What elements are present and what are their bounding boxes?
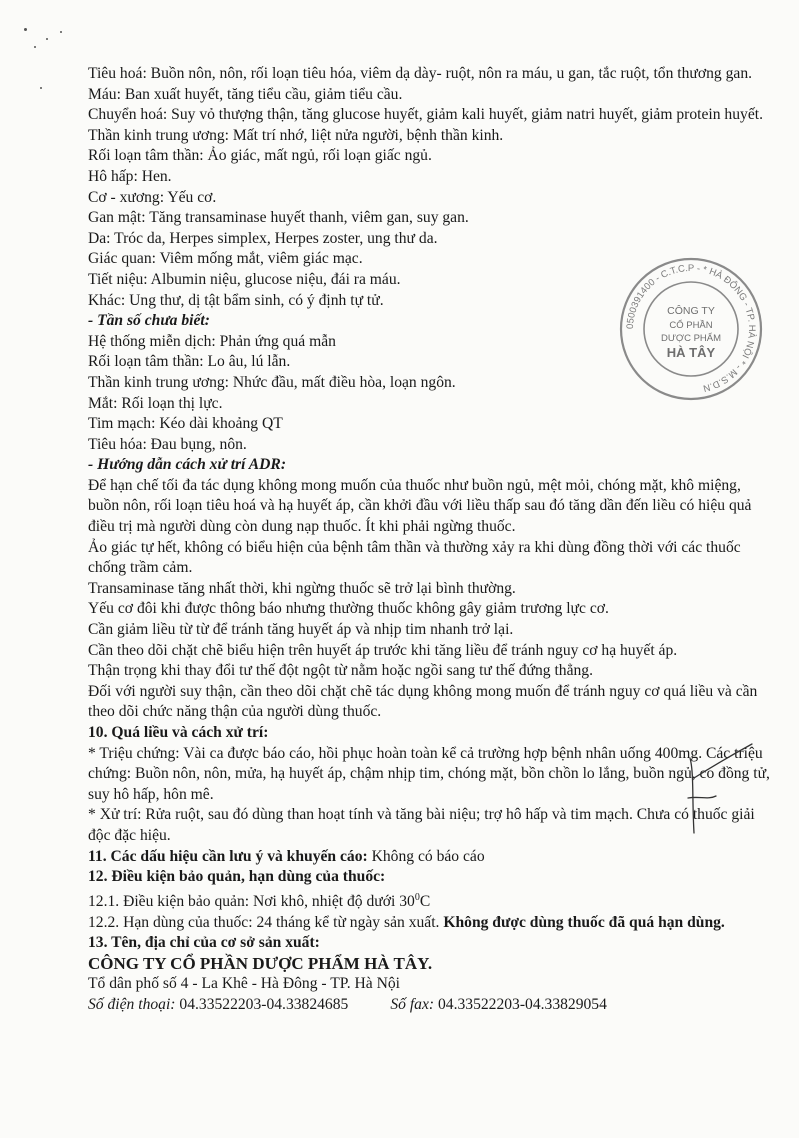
company-name: CÔNG TY CỔ PHẦN DƯỢC PHẨM HÀ TÂY. bbox=[88, 953, 433, 973]
phone-number: 04.33522203-04.33824685 bbox=[175, 995, 349, 1013]
stamp-line-1: CÔNG TY bbox=[667, 305, 715, 317]
stamp-line-4: HÀ TÂY bbox=[666, 345, 716, 360]
paragraph: Cơ - xương: Yếu cơ. bbox=[88, 188, 217, 206]
scan-speck bbox=[34, 46, 36, 48]
paragraph: Thần kinh trung ương: Nhức đầu, mất điều hòa, loạn ngôn. bbox=[88, 373, 456, 391]
paragraph: Rối loạn tâm thần: Lo âu, lú lẫn. bbox=[88, 353, 291, 371]
paragraph: Chuyển hoá: Suy vỏ thượng thận, tăng glucose huyết, giảm kali huyết, giảm natri huyết, giảm protein huyết. bbox=[88, 106, 763, 124]
stamp-ring-text: 0500391400 - C.T.C.P - * HÀ ĐÔNG - TP. HÀ NỘI * - M.S.D.N bbox=[624, 262, 758, 394]
paragraph: Transaminase tăng nhất thời, khi ngừng thuốc sẽ trở lại bình thường. bbox=[88, 579, 516, 597]
storage-unit: C bbox=[419, 892, 431, 910]
degree-sup: 0 bbox=[414, 891, 420, 903]
stamp-line-2: CỔ PHẦN bbox=[669, 320, 713, 331]
shelf-life bbox=[88, 913, 773, 934]
section-heading: - Tần số chưa biết: bbox=[88, 312, 210, 330]
scan-speck bbox=[46, 38, 48, 40]
section-12-heading: 12. Điều kiện bảo quản, hạn dùng của thuốc: bbox=[88, 868, 386, 886]
storage-condition bbox=[88, 888, 773, 913]
paragraph: Gan mật: Tăng transaminase huyết thanh, viêm gan, suy gan. bbox=[88, 209, 469, 227]
paragraph: Cần giảm liều từ từ để tránh tăng huyết áp và nhịp tim nhanh trở lại. bbox=[88, 621, 514, 639]
paragraph: Máu: Ban xuất huyết, tăng tiểu cầu, giảm tiểu cầu. bbox=[88, 85, 403, 103]
paragraph: Giác quan: Viêm mống mắt, viêm giác mạc. bbox=[88, 250, 363, 268]
contact-line bbox=[88, 995, 773, 1016]
handwritten-signature bbox=[680, 738, 760, 848]
shelf-life-text: 12.2. Hạn dùng của thuốc: 24 tháng kể từ ngày sản xuất. bbox=[88, 913, 444, 931]
scan-speck bbox=[60, 31, 62, 33]
section-11-heading: 11. Các dấu hiệu cần lưu ý và khuyến cáo: bbox=[88, 847, 368, 865]
paragraph: * Triệu chứng: Vài ca được báo cáo, hồi phục hoàn toàn kể cả trường hợp bệnh nhân uống 400mg. Các triệu chứng: Buồn nôn, nôn, mửa, hạ huyết áp, chậm nhịp tim, chóng mặt, bồn chồn lo lắng, buồn ngủ, co đồng tử, suy hô hấp, hôn mê. bbox=[88, 744, 770, 803]
paragraph: Hô hấp: Hen. bbox=[88, 167, 172, 185]
section-11 bbox=[88, 847, 773, 868]
section-11-value: Không có báo cáo bbox=[367, 847, 485, 865]
section-heading: 10. Quá liều và cách xử trí: bbox=[88, 724, 269, 741]
section-heading: - Hướng dẫn cách xử trí ADR: bbox=[88, 456, 287, 474]
paragraph: Cần theo dõi chặt chẽ biểu hiện trên huyết áp trước khi tăng liều để tránh nguy cơ hạ huyết áp. bbox=[88, 641, 678, 659]
paragraph: Hệ thống miễn dịch: Phản ứng quá mẫn bbox=[88, 332, 336, 350]
scan-speck bbox=[24, 28, 27, 31]
paragraph: * Xử trí: Rửa ruột, sau đó dùng than hoạt tính và tăng bài niệu; trợ hô hấp và tim mạch. Chưa có thuốc giải độc đặc hiệu. bbox=[88, 806, 755, 844]
company-address: Tổ dân phố số 4 - La Khê - Hà Đông - TP. Hà Nội bbox=[88, 975, 400, 993]
paragraph: Tiêu hoá: Buồn nôn, nôn, rối loạn tiêu hóa, viêm dạ dày- ruột, nôn ra máu, u gan, tắc ruột, tổn thương gan. bbox=[88, 65, 753, 82]
shelf-life-warning: Không được dùng thuốc đã quá hạn dùng. bbox=[443, 913, 725, 931]
paragraph: Da: Tróc da, Herpes simplex, Herpes zoster, ung thư da. bbox=[88, 229, 438, 247]
paragraph: Ảo giác tự hết, không có biểu hiện của bệnh tâm thần và thường xảy ra khi dùng đồng thời với các thuốc chống trầm cảm. bbox=[88, 538, 741, 577]
section-13-heading: 13. Tên, địa chỉ của cơ sở sản xuất: bbox=[88, 934, 320, 952]
paragraph: Để hạn chế tối đa tác dụng không mong muốn của thuốc như buồn ngủ, mệt mỏi, chóng mặt, khô miệng, buồn nôn, rối loạn tiêu hoá và hạ huyết áp, cần khởi đầu với liều thấp sau đó tăng dần đến liều có hiệu quả điều trị mà người dùng còn dung nạp thuốc. Ít khi phải ngừng thuốc. bbox=[88, 476, 752, 536]
paragraph: Tiêu hóa: Đau bụng, nôn. bbox=[88, 435, 247, 453]
paragraph: Mắt: Rối loạn thị lực. bbox=[88, 394, 223, 412]
paragraph: Đối với người suy thận, cần theo dõi chặt chẽ tác dụng không mong muốn để tránh nguy cơ quá liều và cần theo dõi chức năng thận của người dùng thuốc. bbox=[88, 682, 758, 721]
fax-label: Số fax: bbox=[390, 995, 435, 1013]
stamp-line-3: DƯỢC PHẨM bbox=[660, 333, 722, 344]
paragraph-list bbox=[88, 64, 773, 847]
fax-number: 04.33522203-04.33829054 bbox=[434, 995, 607, 1013]
paragraph: Tim mạch: Kéo dài khoảng QT bbox=[88, 415, 283, 433]
paragraph: Thận trọng khi thay đổi tư thế đột ngột từ nằm hoặc ngồi sang tư thế đứng thẳng. bbox=[88, 662, 594, 680]
document-body bbox=[88, 64, 773, 1016]
storage-condition-text: 12.1. Điều kiện bảo quản: Nơi khô, nhiệt độ dưới 30 bbox=[88, 892, 415, 910]
paragraph: Tiết niệu: Albumin niệu, glucose niệu, đái ra máu. bbox=[88, 270, 401, 288]
paragraph: Thần kinh trung ương: Mất trí nhớ, liệt nửa người, bệnh thần kinh. bbox=[88, 126, 504, 144]
paragraph: Yếu cơ đôi khi được thông báo nhưng thường thuốc không gây giảm trương lực cơ. bbox=[88, 600, 609, 618]
scan-speck bbox=[40, 87, 42, 89]
paragraph: Rối loạn tâm thần: Ảo giác, mất ngủ, rối loạn giấc ngủ. bbox=[88, 147, 432, 165]
phone-label: Số điện thoại: bbox=[88, 995, 176, 1013]
paragraph: Khác: Ung thư, dị tật bẩm sinh, có ý định tự tử. bbox=[88, 291, 384, 309]
company-stamp bbox=[616, 254, 766, 404]
